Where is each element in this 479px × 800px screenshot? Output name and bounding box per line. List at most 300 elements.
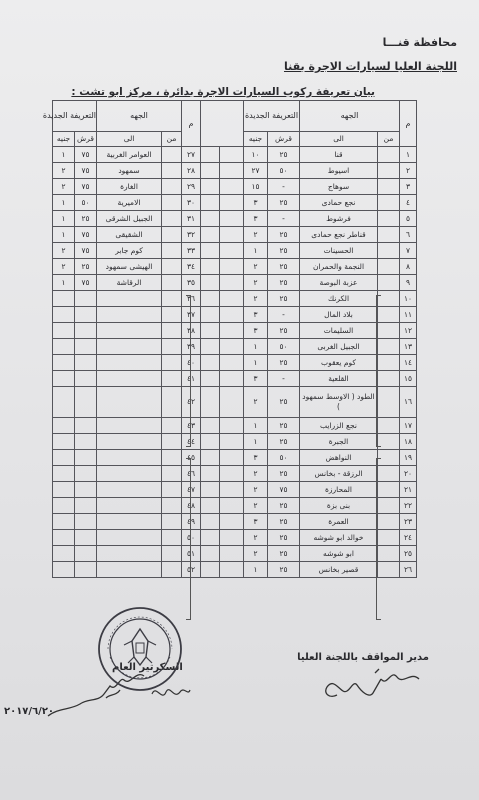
cell-pound [53,546,75,562]
cell-destination [97,339,162,355]
row-number: ٢ [400,163,417,179]
cell-empty [220,530,244,546]
cell-empty [201,530,220,546]
cell-destination: الغارة [97,179,162,195]
cell-destination: قنا [300,147,378,163]
row-number: ١٧ [400,418,417,434]
cell-empty [201,514,220,530]
cell-from [162,179,182,195]
row-number: ٤٠ [182,355,201,371]
cell-empty [220,514,244,530]
cell-pound: ٢ [53,259,75,275]
cell-qirsh [75,514,97,530]
table-row [53,562,201,578]
cell-pound: ١ [53,195,75,211]
cell-from [378,275,400,291]
table-row [201,418,417,434]
col-to-header: الى [300,132,378,147]
table-row [201,259,417,275]
cell-pound [53,530,75,546]
cell-empty [201,211,220,227]
cell-destination: اسيوط [300,163,378,179]
cell-pound: ٢ [53,243,75,259]
table-row [201,227,417,243]
cell-pound: ٣ [244,307,268,323]
cell-destination: الهيشى سمهود [97,259,162,275]
cell-pound [53,418,75,434]
cell-qirsh [75,387,97,418]
parking-manager-title: مدير المواقف باللجنة العليا [297,652,429,663]
table-row [53,323,201,339]
cell-destination [97,450,162,466]
cell-qirsh: ٢٥ [268,434,300,450]
cell-qirsh [75,546,97,562]
cell-destination: القلعية [300,371,378,387]
table-row [53,211,201,227]
cell-empty [201,434,220,450]
cell-pound: ١ [53,147,75,163]
cell-destination: الجبرة [300,434,378,450]
row-number: ٥١ [182,546,201,562]
row-number: ١٠ [400,291,417,307]
cell-empty [220,211,244,227]
cell-qirsh: ٢٥ [268,227,300,243]
cell-empty [201,450,220,466]
cell-qirsh: - [268,179,300,195]
cell-from [162,482,182,498]
cell-pound: ٢ [244,259,268,275]
committee-heading: اللجنة العليا لسيارات الاجرة بقنا [283,60,457,73]
cell-destination: الجبيل الشرقى [97,211,162,227]
cell-qirsh: - [268,371,300,387]
cell-empty [220,259,244,275]
cell-destination: العمرة [300,514,378,530]
row-number: ٢٣ [400,514,417,530]
cell-qirsh: ٢٥ [268,323,300,339]
table-row [201,147,417,163]
cell-empty [201,355,220,371]
row-number: ٦ [400,227,417,243]
row-number: ٢٠ [400,466,417,482]
cell-empty [220,163,244,179]
cell-destination: النجمة والحمران [300,259,378,275]
cell-pound [53,562,75,578]
cell-destination [97,466,162,482]
row-number: ١ [400,147,417,163]
cell-destination: الجبيل الغربى [300,339,378,355]
cell-from [162,163,182,179]
row-number: ٣٣ [182,243,201,259]
cell-pound: ١ [244,434,268,450]
cell-qirsh: ٢٥ [268,147,300,163]
table-row [201,339,417,355]
cell-pound: ١ [53,275,75,291]
cell-destination: المحارزة [300,482,378,498]
row-number: ١٤ [400,355,417,371]
cell-from [378,195,400,211]
group-bracket [186,295,191,447]
row-number: ٣٤ [182,259,201,275]
col-num-header: م [400,101,417,147]
table-row [53,530,201,546]
cell-empty [220,371,244,387]
cell-empty [201,195,220,211]
cell-pound [53,307,75,323]
cell-from [162,259,182,275]
cell-empty [201,227,220,243]
table-row [53,307,201,323]
row-number: ٢٢ [400,498,417,514]
cell-destination: نجع حمادى [300,195,378,211]
cell-qirsh [75,307,97,323]
cell-destination [97,562,162,578]
cell-from [162,546,182,562]
cell-qirsh [75,450,97,466]
table-row [53,291,201,307]
cell-empty [220,562,244,578]
table-row [53,355,201,371]
cell-pound: ٣ [244,514,268,530]
cell-qirsh: ٧٥ [75,163,97,179]
cell-from [162,371,182,387]
table-row [201,498,417,514]
cell-qirsh: ٢٥ [268,355,300,371]
cell-qirsh: ٢٥ [268,418,300,434]
cell-destination [97,514,162,530]
cell-qirsh: ٢٥ [268,243,300,259]
cell-destination: قصير بخانس [300,562,378,578]
table-row [53,147,201,163]
cell-empty [201,307,220,323]
row-number: ٤٩ [182,514,201,530]
cell-pound: ١ [244,355,268,371]
row-number: ٥٠ [182,530,201,546]
cell-qirsh [75,434,97,450]
cell-pound: ٣ [244,371,268,387]
cell-qirsh: ٥٠ [268,339,300,355]
cell-qirsh [75,355,97,371]
row-number: ٣١ [182,211,201,227]
cell-empty [201,466,220,482]
table-row [201,211,417,227]
cell-empty [220,275,244,291]
row-number: ٤٦ [182,466,201,482]
cell-qirsh: ٢٥ [268,259,300,275]
row-number: ١١ [400,307,417,323]
cell-destination: السليمات [300,323,378,339]
cell-from [378,259,400,275]
cell-qirsh: ٥٠ [268,163,300,179]
cell-pound: ٢ [244,498,268,514]
row-number: ٣٧ [182,307,201,323]
cell-pound: ٢ [53,179,75,195]
cell-empty [201,291,220,307]
table-row [201,275,417,291]
cell-empty [220,323,244,339]
cell-pound [53,498,75,514]
row-number: ٤٣ [182,418,201,434]
table-row [201,450,417,466]
cell-pound: ٢ [244,530,268,546]
official-stamp [96,605,184,693]
cell-from [162,275,182,291]
cell-destination: الكرنك [300,291,378,307]
row-number: ١٢ [400,323,417,339]
col-qirsh-header: قرش [75,132,97,147]
row-number: ٨ [400,259,417,275]
table-row [53,163,201,179]
cell-qirsh [75,482,97,498]
cell-from [162,195,182,211]
cell-from [162,530,182,546]
cell-destination [97,434,162,450]
cell-from [162,466,182,482]
col-pound-header: جنيه [53,132,75,147]
cell-qirsh: ٧٥ [75,179,97,195]
table-row [53,482,201,498]
cell-empty [201,562,220,578]
cell-destination [97,355,162,371]
cell-pound: ٢ [244,227,268,243]
table-row [201,291,417,307]
cell-empty [201,418,220,434]
cell-qirsh: ٢٥ [268,195,300,211]
table-row [201,466,417,482]
cell-pound: ٢٧ [244,163,268,179]
cell-qirsh [75,562,97,578]
cell-empty [220,355,244,371]
cell-empty [201,147,220,163]
cell-destination: النواهض [300,450,378,466]
cell-qirsh: ٢٥ [268,291,300,307]
cell-pound: ١٠ [244,147,268,163]
row-number: ٣٢ [182,227,201,243]
cell-from [162,498,182,514]
cell-qirsh [75,291,97,307]
cell-pound [53,466,75,482]
cell-qirsh [75,498,97,514]
cell-destination: كوم جابر [97,243,162,259]
cell-destination: الطود ( الاوسط سمهود ) [300,387,378,418]
row-number: ٢٦ [400,562,417,578]
cell-destination: الحسينات [300,243,378,259]
cell-destination [97,291,162,307]
table-row [53,514,201,530]
table-row [53,179,201,195]
cell-qirsh [75,530,97,546]
cell-empty [220,307,244,323]
cell-destination [97,371,162,387]
cell-destination: قناطر نجع حمادى [300,227,378,243]
table-row [53,195,201,211]
cell-empty [201,323,220,339]
row-number: ١٣ [400,339,417,355]
table-row [201,482,417,498]
cell-pound: ١ [53,211,75,227]
row-number: ٣٩ [182,339,201,355]
fare-table-right [200,100,417,578]
col-direction-header: الجهه [97,101,182,132]
table-row [53,418,201,434]
cell-pound: ٢ [244,482,268,498]
cell-pound [53,434,75,450]
table-row [201,546,417,562]
cell-destination [97,546,162,562]
col-from-header: من [162,132,182,147]
table-row [201,243,417,259]
cell-empty [201,339,220,355]
cell-from [162,562,182,578]
table-row [53,434,201,450]
signature-date: ٢٠١٧/٦/٢٠ [4,706,55,717]
col-fare-header: التعريفة الجديدة [244,101,300,132]
cell-empty [220,482,244,498]
governorate-heading: محافظة قنـــا [382,36,457,49]
cell-empty [220,434,244,450]
cell-from [162,307,182,323]
row-number: ٣٦ [182,291,201,307]
cell-destination [97,482,162,498]
cell-qirsh: ٧٥ [75,275,97,291]
cell-qirsh: ٢٥ [268,514,300,530]
row-number: ٤٨ [182,498,201,514]
cell-empty [201,498,220,514]
cell-qirsh: - [268,307,300,323]
cell-empty [220,179,244,195]
table-row [53,450,201,466]
group-bracket [376,458,381,620]
table-row [201,323,417,339]
table-row [201,371,417,387]
cell-from [378,163,400,179]
cell-empty [220,195,244,211]
cell-empty [220,243,244,259]
cell-from [378,243,400,259]
row-number: ٣٠ [182,195,201,211]
cell-pound: ١ [244,418,268,434]
row-number: ٣٥ [182,275,201,291]
cell-destination: فرشوط [300,211,378,227]
row-number: ١٦ [400,387,417,418]
cell-qirsh [75,371,97,387]
cell-qirsh: ٧٥ [75,243,97,259]
cell-empty [220,227,244,243]
cell-from [162,339,182,355]
cell-qirsh: ٧٥ [75,147,97,163]
table-row [53,371,201,387]
cell-destination: سوهاج [300,179,378,195]
fare-table-left [42,100,201,578]
row-number: ٢٤ [400,530,417,546]
table-row [53,498,201,514]
cell-pound: ٣ [244,323,268,339]
row-number: ٣ [400,179,417,195]
cell-pound: ٢ [53,163,75,179]
cell-qirsh: ٢٥ [75,211,97,227]
cell-from [162,291,182,307]
table-row [201,179,417,195]
cell-from [162,147,182,163]
cell-empty [220,339,244,355]
table-row [201,387,417,418]
row-number: ٢١ [400,482,417,498]
cell-pound: ١ [244,243,268,259]
row-number: ٩ [400,275,417,291]
cell-from [162,227,182,243]
row-number: ٢٨ [182,163,201,179]
cell-destination: الشقيقى [97,227,162,243]
table-row [53,546,201,562]
cell-empty [201,275,220,291]
row-number: ١٥ [400,371,417,387]
cell-destination [97,498,162,514]
col-to-header: الى [97,132,162,147]
cell-pound: ٣ [244,211,268,227]
col-fare-header: التعريفة الجديدة [53,101,97,132]
cell-empty [220,498,244,514]
row-number: ٥٢ [182,562,201,578]
cell-qirsh: ٢٥ [75,259,97,275]
col-from-header: من [378,132,400,147]
cell-destination: بنى بزة [300,498,378,514]
cell-from [162,387,182,418]
table-row [201,562,417,578]
cell-from [378,179,400,195]
cell-pound: ٢ [244,387,268,418]
cell-pound: ٢ [244,275,268,291]
cell-from [162,514,182,530]
cell-empty [201,259,220,275]
cell-from [162,323,182,339]
cell-qirsh [75,339,97,355]
cell-from [162,450,182,466]
cell-empty [220,147,244,163]
cell-pound [53,339,75,355]
cell-pound: ١ [53,227,75,243]
cell-qirsh: ٢٥ [268,275,300,291]
group-bracket [186,458,191,620]
col-spacer [201,101,244,147]
row-number: ١٩ [400,450,417,466]
row-number: ٤ [400,195,417,211]
cell-from [378,227,400,243]
cell-pound: ٢ [244,466,268,482]
secretary-general-title: السكرتير العام [112,662,183,673]
cell-qirsh: ٢٥ [268,546,300,562]
cell-from [162,434,182,450]
cell-empty [201,243,220,259]
parking-manager-signature [315,665,425,705]
cell-pound [53,355,75,371]
cell-destination: عزبة البوصة [300,275,378,291]
col-direction-header: الجهه [300,101,400,132]
row-number: ٥ [400,211,417,227]
table-row [201,307,417,323]
cell-qirsh: ٥٠ [268,450,300,466]
table-row [53,227,201,243]
cell-destination: ابو شوشه [300,546,378,562]
row-number: ٤١ [182,371,201,387]
cell-empty [201,163,220,179]
cell-from [378,211,400,227]
cell-empty [201,371,220,387]
cell-destination: العوامر الغربية [97,147,162,163]
cell-pound: ٢ [244,546,268,562]
table-row [53,243,201,259]
cell-destination [97,323,162,339]
table-row [53,339,201,355]
cell-from [162,243,182,259]
